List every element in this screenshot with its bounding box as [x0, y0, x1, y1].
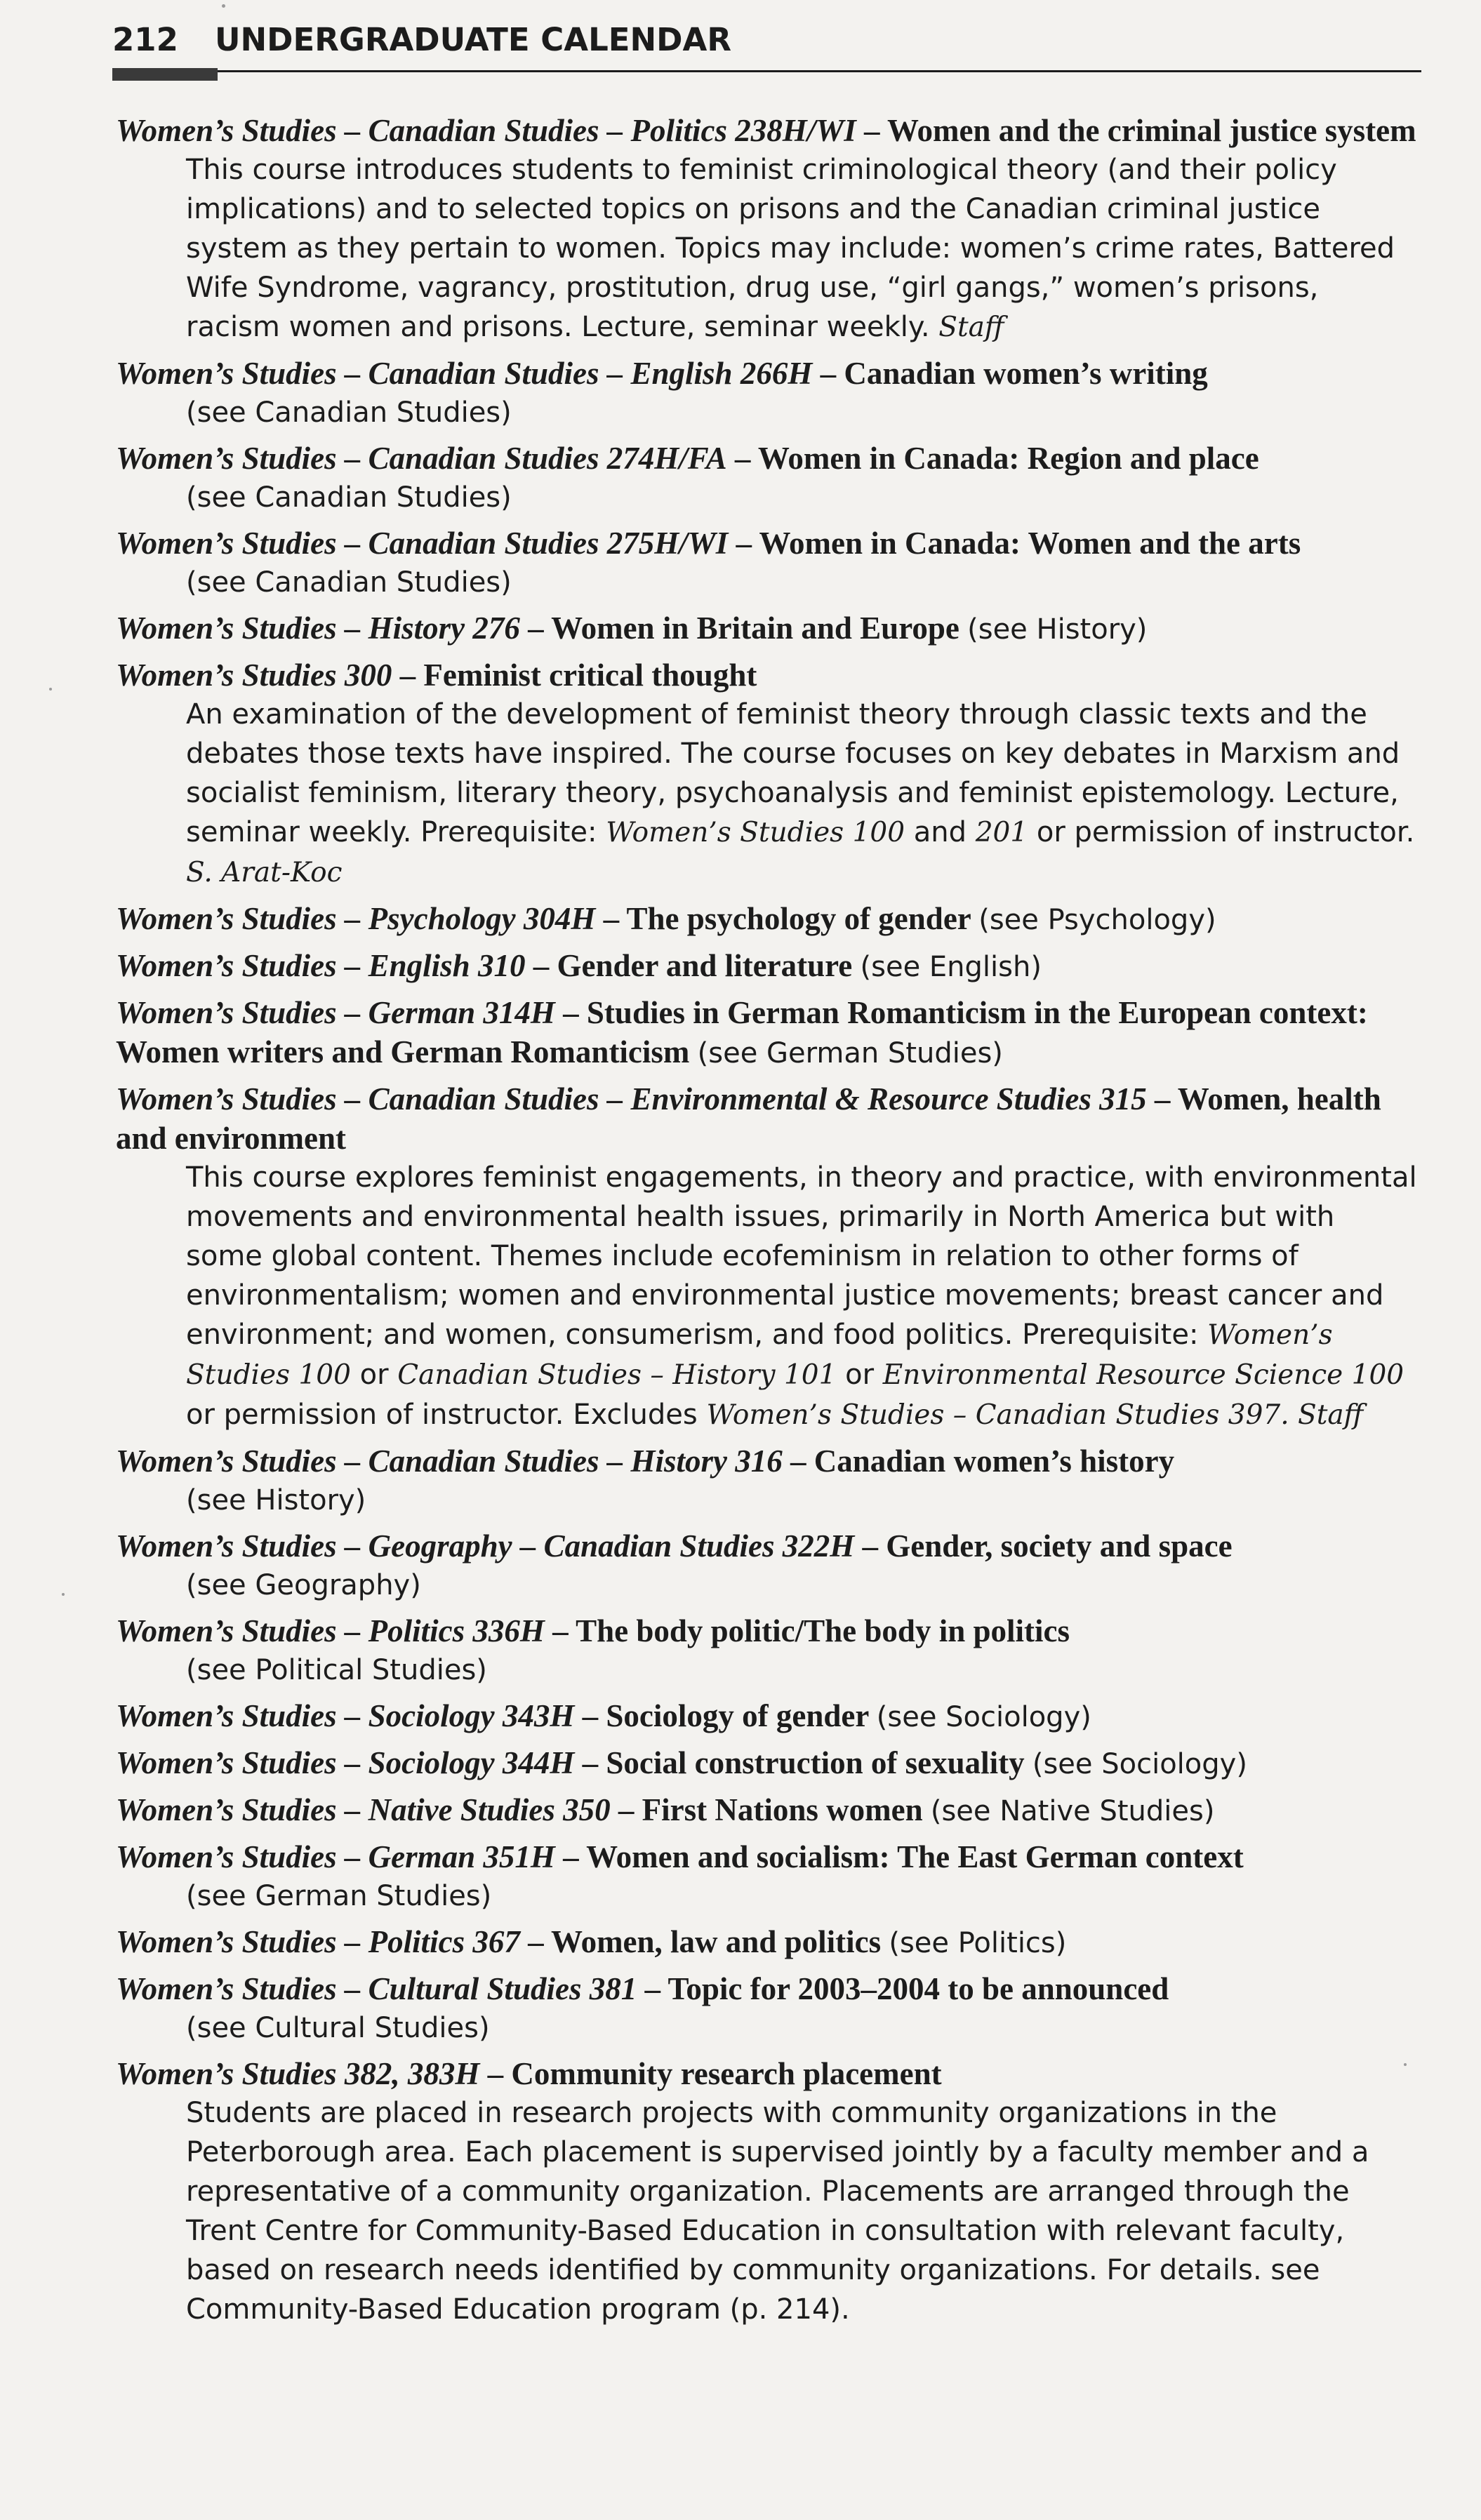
course-title: Women in Britain and Europe — [551, 611, 959, 646]
description-text: (see Political Studies) — [186, 1654, 487, 1686]
description-text: or permission of instructor. — [1028, 816, 1415, 848]
cross-reference: (see Native Studies) — [930, 1795, 1215, 1827]
course-title: Studies in German Romanticism in the European context: Women writers and German Romanticism — [116, 995, 1368, 1069]
course-heading — [116, 946, 1418, 987]
course-entry — [116, 608, 1418, 649]
course-code: Women’s Studies 382, 383H — [116, 2056, 480, 2091]
title-separator: – — [574, 1698, 606, 1733]
scan-speck — [222, 4, 225, 8]
course-code: Women’s Studies – Sociology 344H — [116, 1745, 575, 1780]
title-separator: – — [554, 1839, 587, 1874]
title-separator: – — [544, 1613, 576, 1648]
title-separator: – — [782, 1444, 814, 1479]
course-heading — [116, 1922, 1418, 1963]
title-separator: – — [856, 113, 887, 148]
title-separator: – — [1146, 1081, 1178, 1116]
course-title: Women in Canada: Women and the arts — [759, 526, 1301, 561]
course-title: Gender, society and space — [886, 1528, 1233, 1564]
course-code: Women’s Studies – Canadian Studies 275H/WI — [116, 526, 729, 561]
description-text: (see German Studies) — [186, 1880, 492, 1912]
title-separator: – — [595, 901, 627, 936]
course-entry — [116, 1079, 1418, 1435]
course-code: Women’s Studies – Canadian Studies – English 266H — [116, 356, 813, 391]
cross-reference: (see German Studies) — [697, 1037, 1003, 1069]
course-heading — [116, 1790, 1418, 1831]
course-description — [116, 563, 1418, 602]
course-entry — [116, 1837, 1418, 1916]
course-entry — [116, 1441, 1418, 1520]
course-entry — [116, 655, 1418, 893]
course-description — [116, 1876, 1418, 1916]
course-description — [116, 695, 1418, 893]
course-title: First Nations women — [642, 1792, 923, 1827]
course-description — [116, 1651, 1418, 1690]
course-entry — [116, 1526, 1418, 1605]
course-code: Women’s Studies – History 276 — [116, 611, 520, 646]
course-heading — [116, 2054, 1418, 2093]
description-text: Students are placed in research projects with community organizations in the Peterborough area. Each placement is supervised jointly by a faculty member and a representative of a community organization. Placements are arranged through the Trent Centre for Community-Based Education in consultation with relevant faculty, based on research needs identified by community organizations. For details. see Community-Based Education program (p. 214). — [186, 2097, 1369, 2326]
course-description — [116, 478, 1418, 517]
course-heading — [116, 1611, 1418, 1651]
title-separator: – — [519, 1924, 552, 1959]
scan-speck — [1404, 2063, 1407, 2066]
course-entry — [116, 1790, 1418, 1831]
course-code: Women’s Studies – Canadian Studies – Environmental & Resource Studies 315 — [116, 1081, 1147, 1116]
course-entry — [116, 1922, 1418, 1963]
course-heading — [116, 608, 1418, 649]
course-description — [116, 2008, 1418, 2048]
course-title: The psychology of gender — [626, 901, 971, 936]
course-list — [116, 111, 1418, 2335]
course-entry — [116, 1611, 1418, 1690]
title-separator: – — [392, 658, 424, 693]
italic-reference: Women’s Studies – Canadian Studies 397. Staff — [706, 1399, 1364, 1431]
course-entry — [116, 2054, 1418, 2329]
course-heading — [116, 1969, 1418, 2008]
cross-reference: (see History) — [967, 613, 1148, 646]
title-separator: – — [726, 441, 758, 476]
course-entry — [116, 1696, 1418, 1737]
description-text: (see Canadian Studies) — [186, 566, 512, 599]
course-code: Women’s Studies – Native Studies 350 — [116, 1792, 611, 1827]
running-head — [112, 15, 1418, 65]
title-separator: – — [479, 2056, 512, 2091]
cross-reference: (see Politics) — [889, 1927, 1067, 1959]
description-text: or permission of instructor. Excludes — [186, 1399, 707, 1431]
course-code: Women’s Studies – Geography – Canadian Studies 322H — [116, 1528, 855, 1564]
course-title: Social construction of sexuality — [606, 1745, 1025, 1780]
cross-reference: (see Psychology) — [978, 904, 1216, 936]
course-code: Women’s Studies – Psychology 304H — [116, 901, 596, 936]
course-description — [116, 1481, 1418, 1520]
course-code: Women’s Studies – Canadian Studies – Politics 238H/WI — [116, 113, 856, 148]
scan-speck — [62, 1593, 65, 1596]
description-text: This course explores feminist engagements, in theory and practice, with environmental movements and environmental health issues, primarily in North America but with some global content. Themes include ecofeminism in relation to other forms of environmentalism; women and environmental justice movements; breast cancer and environment; and women, consumerism, and food politics. Prerequisite: — [186, 1161, 1417, 1351]
course-entry — [116, 439, 1418, 517]
course-code: Women’s Studies – German 314H — [116, 995, 555, 1030]
course-entry — [116, 111, 1418, 347]
header-rule-block — [112, 68, 218, 81]
course-entry — [116, 946, 1418, 987]
course-entry — [116, 899, 1418, 940]
course-description — [116, 2093, 1418, 2329]
title-separator: – — [519, 611, 552, 646]
page-number: 212 — [112, 21, 178, 58]
course-heading — [116, 899, 1418, 940]
course-code: Women’s Studies – Politics 336H — [116, 1613, 545, 1648]
course-title: Canadian women’s writing — [844, 356, 1208, 391]
course-code: Women’s Studies 300 — [116, 658, 392, 693]
calendar-title: UNDERGRADUATE CALENDAR — [214, 21, 731, 58]
cross-reference: (see Sociology) — [1032, 1748, 1247, 1780]
italic-reference: Canadian Studies – History 101 — [397, 1359, 837, 1391]
title-separator: – — [610, 1792, 642, 1827]
course-title: Canadian women’s history — [813, 1444, 1175, 1479]
course-title: Women and the criminal justice system — [886, 113, 1416, 148]
title-separator: – — [728, 526, 759, 561]
description-text: (see Canadian Studies) — [186, 481, 512, 514]
course-heading — [116, 1526, 1418, 1566]
course-title: Women and socialism: The East German context — [586, 1839, 1244, 1874]
course-heading — [116, 1837, 1418, 1876]
course-heading — [116, 655, 1418, 695]
cross-reference: (see English) — [860, 951, 1042, 983]
italic-reference: Women’s Studies 100 — [186, 1319, 1333, 1391]
italic-reference: Women’s Studies 100 — [606, 817, 905, 848]
italic-reference: Environmental Resource Science 100 — [882, 1359, 1404, 1391]
course-code: Women’s Studies – Canadian Studies – History 316 — [116, 1444, 783, 1479]
course-heading — [116, 111, 1418, 150]
title-separator: – — [525, 948, 557, 983]
course-title: Women, health and environment — [116, 1081, 1381, 1156]
description-text: (see Canadian Studies) — [186, 396, 512, 429]
description-text: (see History) — [186, 1484, 366, 1516]
course-entry — [116, 1743, 1418, 1784]
description-text: or — [836, 1359, 883, 1391]
title-separator: – — [637, 1971, 668, 2006]
title-separator: – — [854, 1528, 886, 1564]
course-heading — [116, 354, 1418, 393]
course-heading — [116, 993, 1418, 1073]
course-heading — [116, 1441, 1418, 1481]
course-title: Gender and literature — [557, 948, 853, 983]
title-separator: – — [574, 1745, 606, 1780]
course-title: Community research placement — [511, 2056, 942, 2091]
course-code: Women’s Studies – English 310 — [116, 948, 526, 983]
course-description — [116, 1566, 1418, 1605]
course-heading — [116, 1743, 1418, 1784]
course-entry — [116, 1969, 1418, 2048]
course-code: Women’s Studies – Cultural Studies 381 — [116, 1971, 637, 2006]
course-description — [116, 393, 1418, 432]
course-title: Sociology of gender — [606, 1698, 869, 1733]
course-title: Topic for 2003–2004 to be announced — [668, 1971, 1169, 2006]
description-text: (see Cultural Studies) — [186, 2012, 490, 2044]
course-entry — [116, 354, 1418, 432]
course-code: Women’s Studies – Politics 367 — [116, 1924, 520, 1959]
description-text: An examination of the development of feminist theory through classic texts and the debates those texts have inspired. The course focuses on key debates in Marxism and socialist feminism, literary theory, psychoanalysis and feminist epistemology. Lecture, seminar weekly. Prerequisite: — [186, 698, 1400, 848]
course-code: Women’s Studies – Sociology 343H — [116, 1698, 575, 1733]
title-separator: – — [812, 356, 844, 391]
italic-reference: 201 — [975, 817, 1028, 848]
course-heading — [116, 524, 1418, 563]
course-heading — [116, 439, 1418, 478]
course-title: Women in Canada: Region and place — [757, 441, 1259, 476]
course-heading — [116, 1696, 1418, 1737]
italic-reference: Staff — [938, 312, 1004, 343]
course-heading — [116, 1079, 1418, 1158]
description-text: and — [905, 816, 976, 848]
course-title: Women, law and politics — [551, 1924, 882, 1959]
course-code: Women’s Studies – German 351H — [116, 1839, 555, 1874]
course-entry — [116, 993, 1418, 1073]
course-title: The body politic/The body in politics — [576, 1613, 1070, 1648]
cross-reference: (see Sociology) — [876, 1701, 1091, 1733]
scan-speck — [49, 688, 52, 691]
course-code: Women’s Studies – Canadian Studies 274H/FA — [116, 441, 727, 476]
course-description — [116, 150, 1418, 347]
course-entry — [116, 524, 1418, 602]
description-text: (see Geography) — [186, 1569, 421, 1601]
course-title: Feminist critical thought — [423, 658, 757, 693]
description-text: This course introduces students to feminist criminological theory (and their policy implications) and to selected topics on prisons and the Canadian criminal justice system as they pertain to women. Topics may include: women’s crime rates, Battered Wife Syndrome, vagrancy, prostitution, drug use, “girl gangs,” women’s prisons, racism women and prisons. Lecture, seminar weekly. — [186, 154, 1395, 343]
header-rule — [112, 70, 1421, 72]
italic-reference: S. Arat-Koc — [186, 857, 343, 888]
course-description — [116, 1158, 1418, 1435]
title-separator: – — [554, 995, 587, 1030]
description-text: or — [350, 1359, 398, 1391]
